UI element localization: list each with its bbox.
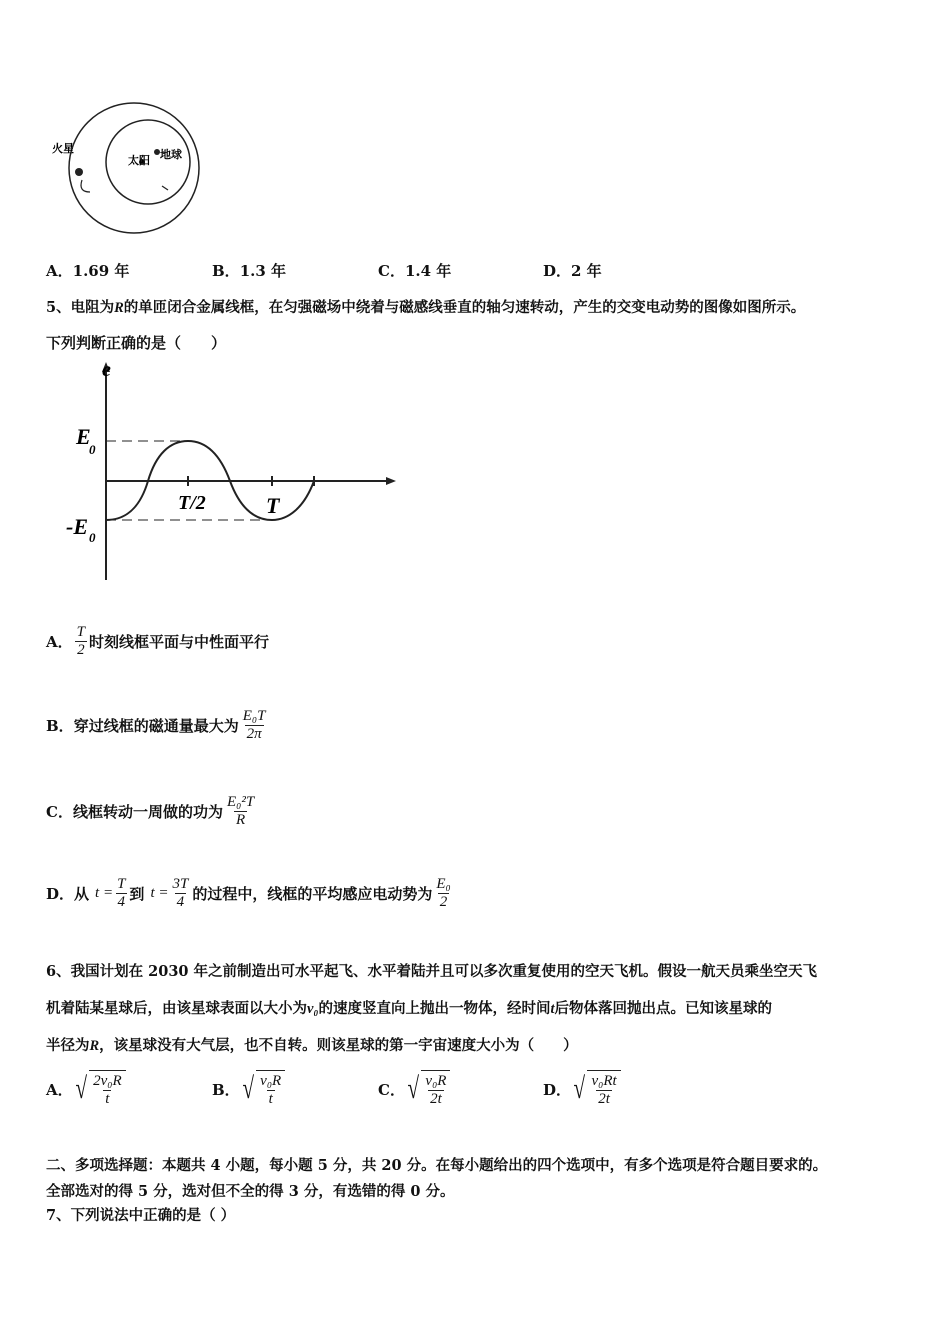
q5-option-c: C． 线框转动一周做的功为 $\frac{\text{E₀²T}}{R}$	[46, 794, 255, 828]
section2-line2: 全部选对的得 5 分，选对但不全的得 3 分，有选错的得 0 分。	[46, 1183, 455, 1200]
small-mark	[162, 186, 168, 190]
q5-stem-line2: 下列判断正确的是（ ）	[46, 334, 227, 352]
q4-option-a: A．1.69 年	[46, 262, 130, 280]
q7-stem: 7、下列说法中正确的是（ ）	[46, 1207, 236, 1224]
sun-label: 太阳	[128, 154, 150, 167]
q6-option-d: D． √ $\frac{\text{v₀Rt}}{2t}$	[543, 1070, 621, 1108]
emf-graph	[60, 358, 400, 588]
fraction: $\frac{\text{E₀}}{2}$	[436, 876, 451, 910]
min-label-sub: 0	[89, 530, 96, 545]
fraction: $\frac{T}{4}$	[117, 876, 126, 910]
q5-stem-line1: 5、电阻为R的单匝闭合金属线框，在匀强磁场中绕着与磁感线垂直的轴匀速转动，产生的交变电动势的图像如图所示。	[46, 299, 806, 316]
mars-dot	[75, 168, 83, 176]
q6-option-c: C． √ $\frac{\text{v₀R}}{2t}$	[378, 1070, 450, 1108]
sqrt: √ $\frac{\text{v₀R}}{t}$	[240, 1070, 286, 1108]
period-label: T	[266, 493, 280, 518]
y-axis-label: e	[102, 359, 111, 381]
fraction: $\frac{T}{2}$	[76, 624, 85, 658]
fraction: $\frac{3T}{4}$	[172, 876, 189, 910]
sqrt: √ $\frac{\text{v₀R}}{2t}$	[405, 1070, 451, 1108]
q5-option-d: D． 从 t = $\frac{T}{4}$ 到 t = $\frac{3T}{4}$ 的过程中，线框的平均感应电动势为 $\frac{\text{E₀}}{2}$	[46, 876, 451, 910]
earth-label: 地球	[160, 148, 182, 161]
q4-option-b: B．1.3 年	[212, 262, 287, 280]
orbit-diagram	[44, 100, 204, 240]
transfer-arc	[81, 180, 90, 192]
sqrt: √ $\frac{\text{v₀Rt}}{2t}$	[571, 1070, 621, 1108]
x-arrow	[386, 477, 396, 485]
q4-option-d: D．2 年	[543, 262, 602, 280]
q4-option-c: C．1.4 年	[378, 262, 452, 280]
max-label: E	[76, 424, 91, 449]
q6-option-b: B． √ $\frac{\text{v₀R}}{t}$	[212, 1070, 285, 1108]
q6-stem-line2: 机着陆某星球后，由该星球表面以大小为v₀的速度竖直向上抛出一物体，经时间t后物体落回抛出点。已知该星球的	[46, 1000, 773, 1017]
sqrt: √ $\frac{\text{2v₀R}}{t}$	[73, 1070, 126, 1108]
max-label-sub: 0	[89, 442, 96, 457]
q5-option-a: A． $\frac{T}{2}$ 时刻线框平面与中性面平行	[46, 624, 269, 658]
q6-stem-line3: 半径为R，该星球没有大气层，也不自转。则该星球的第一宇宙速度大小为（ ）	[46, 1037, 578, 1054]
q6-option-a: A． √ $\frac{\text{2v₀R}}{t}$	[46, 1070, 126, 1108]
fraction: $\frac{\text{E₀T}}{2\pi}$	[242, 708, 266, 742]
q5-option-b: B． 穿过线框的磁通量最大为 $\frac{\text{E₀T}}{2\pi}$	[46, 708, 266, 742]
fraction: $\frac{\text{E₀²T}}{R}$	[226, 794, 255, 828]
min-label: -E	[66, 514, 88, 539]
section2-line1: 二、多项选择题：本题共 4 小题，每小题 5 分，共 20 分。在每小题给出的四个选项中，有多个选项是符合题目要求的。	[46, 1157, 828, 1174]
mars-label: 火星	[52, 142, 74, 155]
half-period-label: T/2	[178, 492, 206, 514]
q6-stem-line1: 6、我国计划在 2030 年之前制造出可水平起飞、水平着陆并且可以多次重复使用的空天飞机。假设一航天员乘坐空天飞	[46, 963, 818, 980]
